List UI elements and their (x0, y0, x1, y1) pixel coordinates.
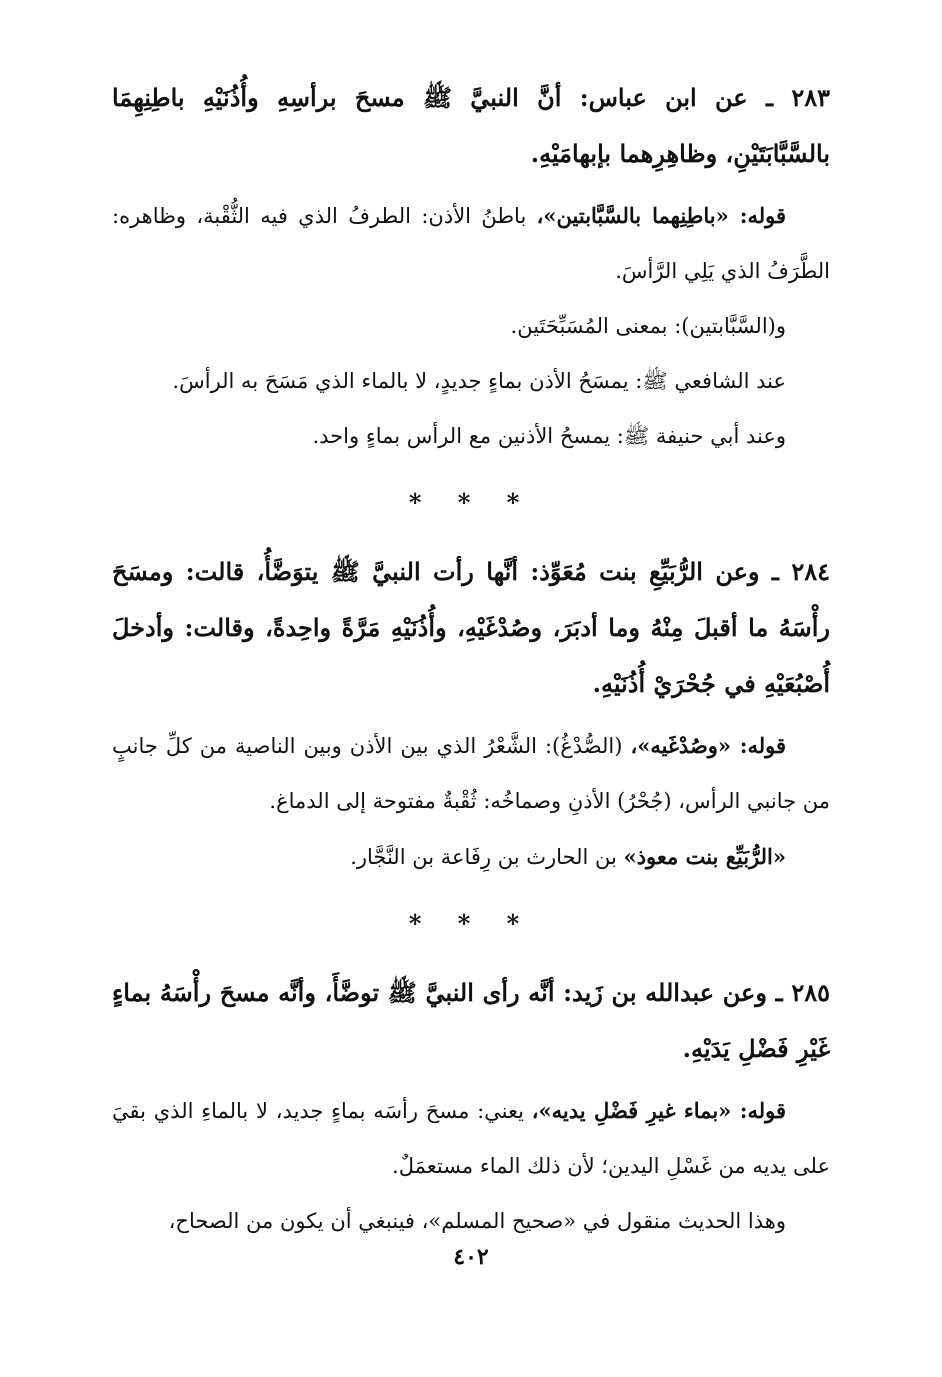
commentary-283-lead: قوله: «باطِنِهما بالسَّبَّابتين»، (536, 203, 787, 228)
commentary-284-paragraph-1 (112, 718, 830, 829)
page-body (112, 70, 830, 1249)
commentary-285-paragraph-2: وهذا الحديث منقول في «صحيح المسلم»، فينبغي أن يكون من الصحاح، (168, 1209, 786, 1233)
commentary-285-lead: قوله: «بماء غيرِ فَضْلِ يديه»، (531, 1098, 786, 1123)
commentary-284-paragraph-2 (112, 829, 830, 885)
commentary-283-paragraph-3: عند الشافعي ﷺ: يمسَحُ الأذن بماءٍ جديدٍ، لا بالماء الذي مَسَحَ به الرأسَ. (172, 369, 786, 393)
section-separator: * * * (408, 909, 534, 938)
commentary-284-text: (الصُّدْغُ): الشَّعْرُ الذي بين الأذن وبين الناصية من كلِّ جانبٍ من جانبي الرأس، (جُحْرُ) الأذنِ وصماخُه: ثُقْبةٌ مفتوحة إلى الدماغ. (112, 734, 830, 813)
commentary-284-narrator-name: «الرُّبَيِّع بنت معوذ» (623, 844, 786, 869)
commentary-284-lead: قوله: «وصُدْغَيه»، (630, 733, 786, 758)
hadith-285: ٢٨٥ ـ وعن عبدالله بن زَيد: أنَّه رأى النبيَّ ﷺ توضَّأَ، وأنَّه مسحَ رأْسَهُ بماءٍ غَيْرِ فَضْلِ يَدَيْهِ. (112, 978, 830, 1063)
commentary-285-text: يعني: مسحَ رأسَه بماءٍ جديد، لا بالماءِ الذي بقيَ على يديه من غَسْلِ اليدين؛ لأن ذلك الماء مستعمَلٌ. (112, 1099, 830, 1178)
commentary-283-text: باطنُ الأذن: الطرفُ الذي فيه الثُّقْبة، وظاهره: الطَّرَفُ الذي يَلِي الرَّأسَ. (112, 204, 830, 283)
commentary-283-paragraph-2: و(السَّبَّابتين): بمعنى المُسَبِّحَتَين. (510, 314, 786, 338)
commentary-284-narrator-lineage: بن الحارث بن رِفَاعة بن النَّجَّار. (350, 845, 624, 869)
hadith-283: ٢٨٣ ـ عن ابن عباس: أنَّ النبيَّ ﷺ مسحَ برأسِهِ وأُذُنَيْهِ باطِنِهِمَا بالسَّبَّابَتَيْنِ، وظاهِرِهما بإبهامَيْهِ. (112, 83, 831, 168)
hadith-284: ٢٨٤ ـ وعن الرُّبَيِّعِ بنت مُعَوِّذ: أنَّها رأت النبيَّ ﷺ يتوَضَّأُ، قالت: ومسَحَ رأْسَهُ ما أقبلَ مِنْهُ وما أدبَرَ، وصُدْغَيْهِ، وأُذُنَيْهِ مَرَّةً واحِدةً، وقالت: وأدخلَ أُصْبُعَيْهِ في جُحْرَيْ أُذُنَيْهِ. (112, 557, 830, 698)
section-separator: * * * (408, 488, 534, 517)
commentary-285-paragraph-1 (112, 1083, 830, 1194)
page-number: ٤٠٢ (453, 1244, 489, 1270)
commentary-283-paragraph-4: وعند أبي حنيفة ﷺ: يمسحُ الأذنين مع الرأس بماءٍ واحد. (312, 424, 786, 448)
commentary-283-paragraph-1 (112, 188, 830, 299)
